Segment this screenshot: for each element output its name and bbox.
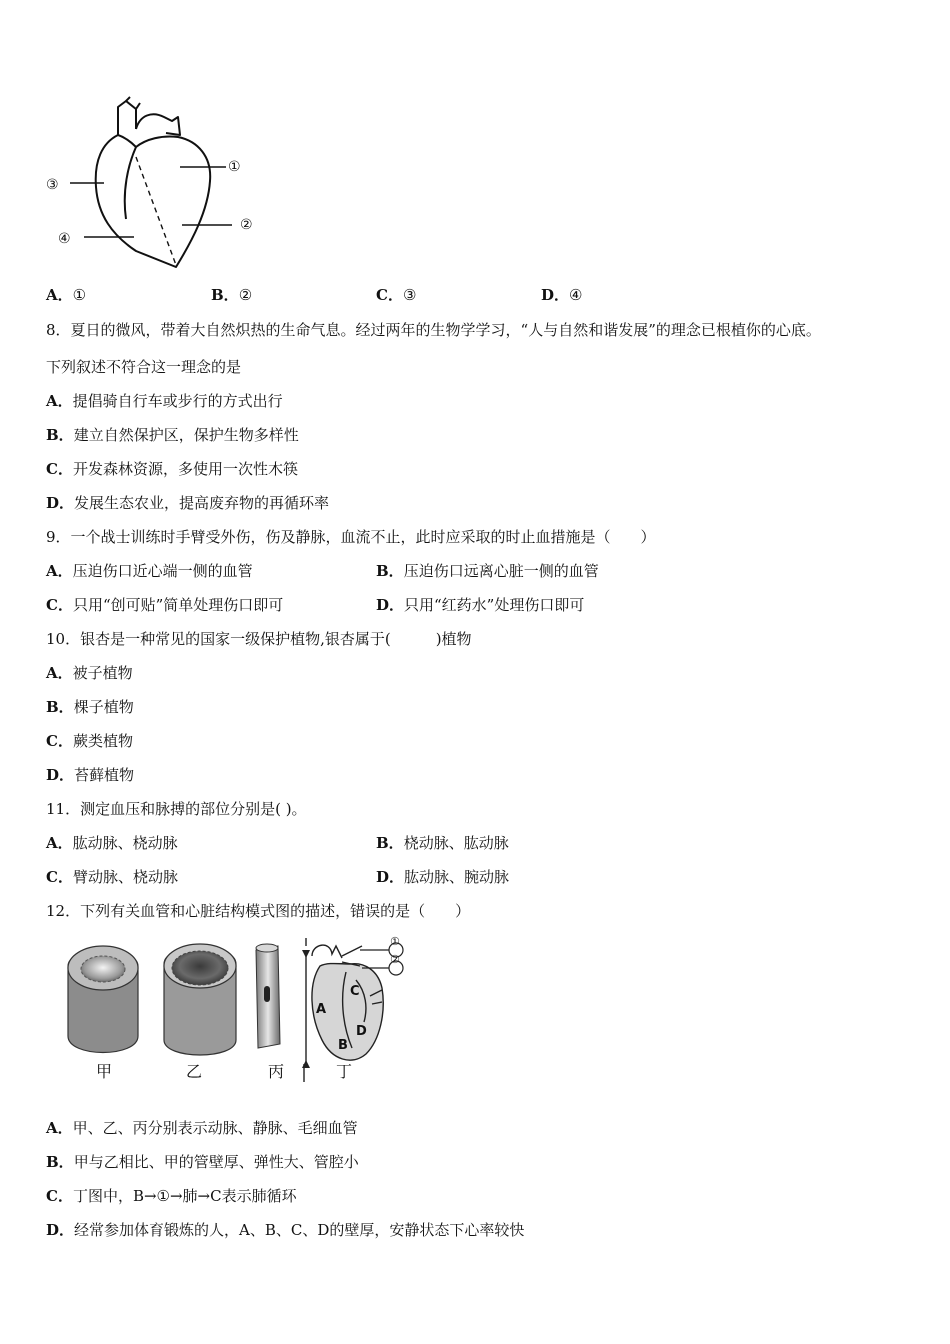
option-text: 经常参加体育锻炼的人，A、B、C、D的壁厚，安静状态下心率较快 bbox=[74, 1221, 525, 1239]
q11-option-c[interactable] bbox=[46, 867, 178, 887]
option-letter: C． bbox=[46, 596, 73, 614]
option-letter: B． bbox=[46, 426, 74, 444]
q8-option-c[interactable] bbox=[46, 459, 298, 479]
option-letter: A． bbox=[46, 664, 73, 682]
q11-option-a[interactable] bbox=[46, 833, 178, 853]
option-text: ④ bbox=[569, 286, 583, 304]
q12-stem: 12．下列有关血管和心脏结构模式图的描述，错误的是（ ） bbox=[46, 902, 471, 920]
q7-option-b[interactable] bbox=[211, 285, 252, 305]
option-text: 建立自然保护区，保护生物多样性 bbox=[73, 426, 299, 444]
q10-stem: 10．银杏是一种常见的国家一级保护植物,银杏属于( )植物 bbox=[46, 630, 472, 648]
option-letter: D． bbox=[46, 494, 75, 512]
option-letter: C． bbox=[46, 460, 73, 478]
q8-option-a[interactable] bbox=[46, 391, 283, 411]
heart-label-circle-1: ① bbox=[390, 935, 400, 948]
q10-option-b[interactable] bbox=[46, 697, 134, 717]
option-letter: D． bbox=[46, 766, 75, 784]
option-text: 发展生态农业，提高废弃物的再循环率 bbox=[74, 494, 330, 512]
vein-cross-section bbox=[164, 944, 236, 1055]
option-text: 压迫伤口远离心脏一侧的血管 bbox=[403, 562, 599, 580]
heart-label-c: C bbox=[350, 984, 360, 999]
q8-stem-line1: 8．夏日的微风，带着大自然炽热的生命气息。经过两年的生物学学习，“人与自然和谐发展”的理念已根植你的心底。 bbox=[46, 321, 821, 339]
option-letter: D． bbox=[541, 286, 570, 304]
q9-option-b[interactable] bbox=[376, 561, 599, 581]
option-text: ② bbox=[238, 286, 253, 304]
q8-option-b[interactable] bbox=[46, 425, 299, 445]
option-text: 苔藓植物 bbox=[74, 766, 135, 784]
option-text: 甲、乙、丙分别表示动脉、静脉、毛细血管 bbox=[72, 1119, 358, 1137]
caption-bing: 丙 bbox=[268, 1062, 285, 1081]
q11-stem: 11．测定血压和脉搏的部位分别是( )。 bbox=[46, 800, 307, 818]
option-letter: D． bbox=[376, 868, 405, 886]
q9-stem: 9．一个战士训练时手臂受外伤，伤及静脉，血流不止，此时应采取的时止血措施是（ ） bbox=[46, 528, 656, 546]
option-letter: A． bbox=[46, 286, 73, 304]
option-letter: B． bbox=[376, 562, 404, 580]
option-letter: B． bbox=[376, 834, 404, 852]
heart-label-a: A bbox=[316, 1002, 327, 1017]
option-text: 蕨类植物 bbox=[72, 732, 133, 750]
option-letter: A． bbox=[46, 834, 73, 852]
option-letter: A． bbox=[46, 392, 73, 410]
option-text: 丁图中，B→①→肺→C表示肺循环 bbox=[72, 1187, 297, 1205]
q9-option-c[interactable] bbox=[46, 595, 283, 615]
option-letter: D． bbox=[376, 596, 405, 614]
heart-label-3: ③ bbox=[46, 177, 59, 193]
option-letter: B． bbox=[211, 286, 239, 304]
option-text: ③ bbox=[402, 286, 417, 304]
q10-option-c[interactable] bbox=[46, 731, 133, 751]
option-text: 肱动脉、腕动脉 bbox=[404, 868, 510, 886]
q7-option-d[interactable] bbox=[541, 285, 582, 305]
heart-label-d: D bbox=[356, 1024, 367, 1039]
heart-label-1: ① bbox=[228, 159, 241, 175]
option-text: 棵子植物 bbox=[73, 698, 134, 716]
heart-label-b: B bbox=[338, 1038, 348, 1053]
q7-option-c[interactable] bbox=[376, 285, 416, 305]
heart-label-circle-2: ② bbox=[390, 953, 400, 966]
vessel-heart-figure bbox=[60, 936, 420, 1086]
q12-option-b[interactable] bbox=[46, 1152, 359, 1172]
artery-cross-section bbox=[68, 946, 138, 1053]
q9-option-a[interactable] bbox=[46, 561, 253, 581]
option-text: 被子植物 bbox=[72, 664, 133, 682]
heart-label-4: ④ bbox=[58, 231, 71, 247]
q11-option-b[interactable] bbox=[376, 833, 509, 853]
option-letter: C． bbox=[46, 868, 73, 886]
option-text: 只用“创可贴”简单处理伤口即可 bbox=[72, 596, 284, 614]
q12-option-a[interactable] bbox=[46, 1118, 358, 1138]
capillary-tube bbox=[256, 944, 280, 1048]
option-text: 提倡骑自行车或步行的方式出行 bbox=[72, 392, 283, 410]
option-text: 肱动脉、桡动脉 bbox=[72, 834, 178, 852]
option-letter: C． bbox=[46, 1187, 73, 1205]
option-text: 臂动脉、桡动脉 bbox=[72, 868, 178, 886]
caption-yi: 乙 bbox=[186, 1062, 203, 1081]
q9-option-d[interactable] bbox=[376, 595, 584, 615]
option-letter: D． bbox=[46, 1221, 75, 1239]
option-letter: C． bbox=[376, 286, 403, 304]
q11-option-d[interactable] bbox=[376, 867, 509, 887]
option-letter: A． bbox=[46, 1119, 73, 1137]
option-text: 只用“红药水”处理伤口即可 bbox=[404, 596, 585, 614]
option-text: 开发森林资源，多使用一次性木筷 bbox=[72, 460, 298, 478]
q7-option-a[interactable] bbox=[46, 285, 86, 305]
heart-label-2: ② bbox=[240, 217, 253, 233]
heart-diagram bbox=[40, 95, 270, 275]
option-text: 甲与乙相比、甲的管壁厚、弹性大、管腔小 bbox=[73, 1153, 359, 1171]
option-letter: A． bbox=[46, 562, 73, 580]
q8-option-d[interactable] bbox=[46, 493, 329, 513]
option-text: 压迫伤口近心端一侧的血管 bbox=[72, 562, 253, 580]
option-letter: C． bbox=[46, 732, 73, 750]
q12-option-d[interactable] bbox=[46, 1220, 524, 1240]
q10-option-a[interactable] bbox=[46, 663, 133, 683]
option-letter: B． bbox=[46, 1153, 74, 1171]
option-letter: B． bbox=[46, 698, 74, 716]
option-text: 桡动脉、肱动脉 bbox=[403, 834, 509, 852]
option-text: ① bbox=[72, 286, 87, 304]
caption-jia: 甲 bbox=[96, 1062, 113, 1081]
q12-option-c[interactable] bbox=[46, 1186, 297, 1206]
caption-ding: 丁 bbox=[336, 1062, 353, 1081]
q10-option-d[interactable] bbox=[46, 765, 134, 785]
q8-stem-line2: 下列叙述不符合这一理念的是 bbox=[46, 358, 242, 376]
